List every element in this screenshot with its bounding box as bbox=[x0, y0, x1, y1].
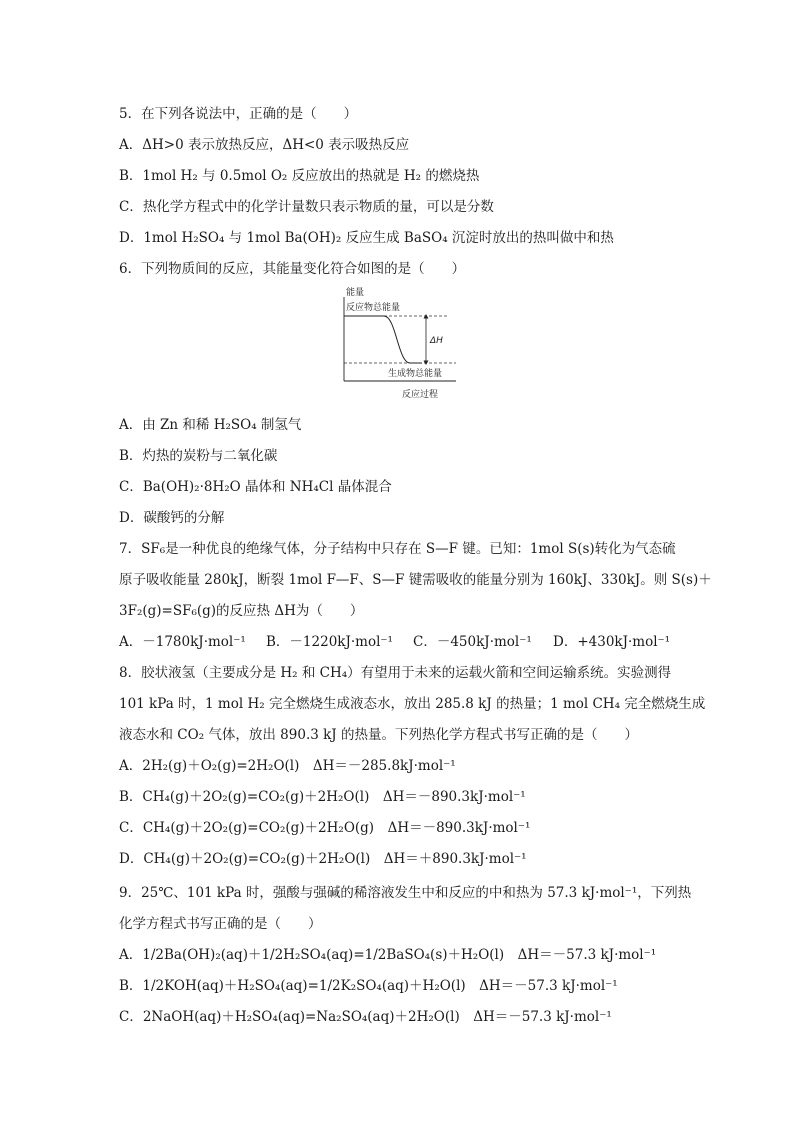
q6-stem: 6．下列物质间的反应，其能量变化符合如图的是（ ） bbox=[119, 261, 466, 277]
q7-stem-line1: 7．SF₆是一种优良的绝缘气体，分子结构中只存在 S—F 键。已知：1mol S(s)转化为气态硫 bbox=[119, 541, 676, 557]
q9-option-b: B．1/2KOH(aq)＋H₂SO₄(aq)=1/2K₂SO₄(aq)＋H₂O(l) ΔH＝－57.3 kJ·mol⁻¹ bbox=[119, 978, 618, 994]
q5-stem: 5．在下列各说法中，正确的是（ ） bbox=[119, 106, 358, 122]
q7-option-c: C．－450kJ·mol⁻¹ bbox=[413, 634, 532, 650]
q9-stem-line1: 9．25℃、101 kPa 时，强酸与强碱的稀溶液发生中和反应的中和热为 57.3 kJ·mol⁻¹，下列热 bbox=[119, 885, 692, 901]
energy-diagram bbox=[338, 283, 468, 401]
q7-stem-line2: 原子吸收能量 280kJ，断裂 1mol F—F、S—F 键需吸收的能量分别为 160kJ、330kJ。则 S(s)＋ bbox=[119, 572, 712, 588]
q7-option-d: D．+430kJ·mol⁻¹ bbox=[553, 634, 671, 650]
q6-option-b: B．灼热的炭粉与二氧化碳 bbox=[119, 448, 278, 464]
q9-option-c: C．2NaOH(aq)＋H₂SO₄(aq)=Na₂SO₄(aq)＋2H₂O(l) ΔH＝－57.3 kJ·mol⁻¹ bbox=[119, 1009, 612, 1025]
energy-curve bbox=[344, 316, 422, 363]
y-axis-label: 能量 bbox=[346, 288, 365, 298]
q6-option-a: A．由 Zn 和稀 H₂SO₄ 制氢气 bbox=[119, 417, 302, 433]
q8-stem-line3: 液态水和 CO₂ 气体，放出 890.3 kJ 的热量。下列热化学方程式书写正确的是（ ） bbox=[119, 727, 639, 743]
q8-option-c: C．CH₄(g)＋2O₂(g)=CO₂(g)＋2H₂O(g) ΔH＝－890.3kJ·mol⁻¹ bbox=[119, 820, 531, 836]
q8-option-b: B．CH₄(g)＋2O₂(g)=CO₂(g)＋2H₂O(l) ΔH＝－890.3kJ·mol⁻¹ bbox=[119, 789, 526, 805]
reactant-energy-label: 反应物总能量 bbox=[346, 303, 401, 313]
q5-option-a: A．ΔH>0 表示放热反应，ΔH<0 表示吸热反应 bbox=[119, 137, 410, 153]
q7-option-a: A．－1780kJ·mol⁻¹ bbox=[119, 634, 246, 650]
q8-stem-line1: 8．胶状液氢（主要成分是 H₂ 和 CH₄）有望用于未来的运载火箭和空间运输系统。实验测得 bbox=[119, 665, 672, 681]
q6-option-c: C．Ba(OH)₂·8H₂O 晶体和 NH₄Cl 晶体混合 bbox=[119, 479, 392, 495]
q8-stem-line2: 101 kPa 时，1 mol H₂ 完全燃烧生成液态水，放出 285.8 kJ 的热量；1 mol CH₄ 完全燃烧生成 bbox=[119, 696, 706, 712]
q5-option-b: B．1mol H₂ 与 0.5mol O₂ 反应放出的热就是 H₂ 的燃烧热 bbox=[119, 168, 480, 184]
q9-stem-line2: 化学方程式书写正确的是（ ） bbox=[119, 916, 322, 932]
q6-option-d: D．碳酸钙的分解 bbox=[119, 510, 225, 526]
product-energy-label: 生成物总能量 bbox=[388, 369, 443, 379]
q8-option-a: A．2H₂(g)＋O₂(g)=2H₂O(l) ΔH＝－285.8kJ·mol⁻¹ bbox=[119, 758, 456, 774]
q5-option-c: C．热化学方程式中的化学计量数只表示物质的量，可以是分数 bbox=[119, 199, 494, 215]
q5-option-d: D．1mol H₂SO₄ 与 1mol Ba(OH)₂ 反应生成 BaSO₄ 沉淀时放出的热叫做中和热 bbox=[119, 230, 614, 246]
delta-h-label: ΔH bbox=[430, 336, 443, 346]
q8-option-d: D．CH₄(g)＋2O₂(g)=CO₂(g)＋2H₂O(l) ΔH＝＋890.3kJ·mol⁻¹ bbox=[119, 851, 527, 867]
x-axis-label: 反应过程 bbox=[402, 390, 439, 400]
q9-option-a: A．1/2Ba(OH)₂(aq)＋1/2H₂SO₄(aq)=1/2BaSO₄(s)＋H₂O(l) ΔH＝－57.3 kJ·mol⁻¹ bbox=[119, 947, 657, 963]
q7-option-b: B．－1220kJ·mol⁻¹ bbox=[266, 634, 393, 650]
q7-stem-line3: 3F₂(g)=SF₆(g)的反应热 ΔH为（ ） bbox=[119, 603, 364, 619]
